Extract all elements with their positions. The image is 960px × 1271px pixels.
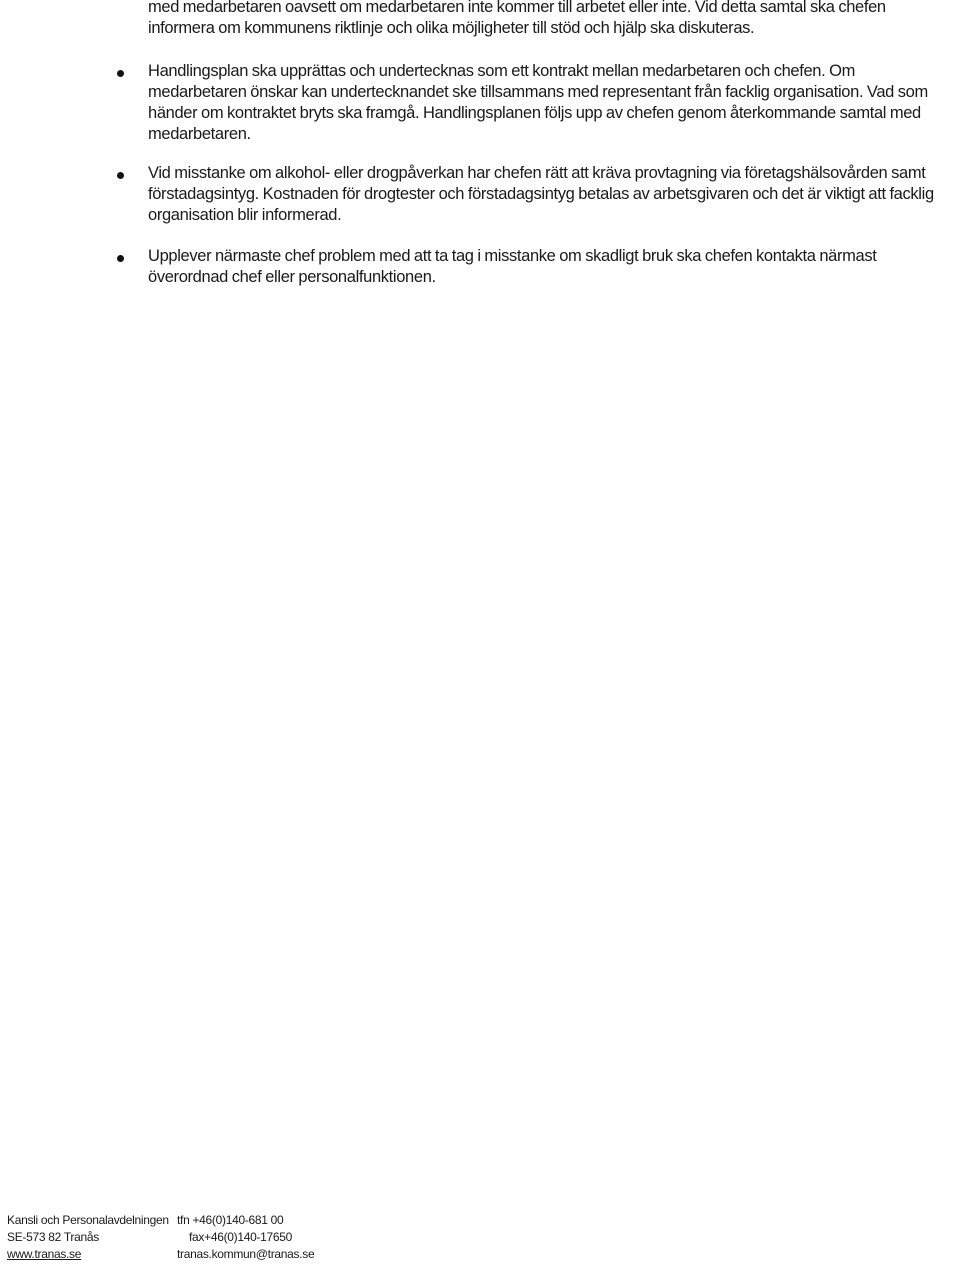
paragraph-continuation: med medarbetaren oavsett om medarbetaren inte kommer till arbetet eller inte. Vid detta samtal ska chefen informera om kommunens riktlinje och olika möjligheter till stöd och hjälp ska diskuteras. [148, 0, 886, 37]
footer-department: Kansli och Personalavdelningen [7, 1213, 169, 1227]
bullet-icon [117, 255, 124, 262]
footer-address [7, 1212, 177, 1263]
footer-website-link[interactable]: www.tranas.se [7, 1247, 82, 1261]
footer-postal-address: SE-573 82 Tranås [7, 1230, 99, 1244]
footer-fax: fax+46(0)140-17650 [189, 1230, 293, 1244]
bullet-icon [117, 172, 124, 179]
bullet-paragraph-misstanke: Vid misstanke om alkohol- eller drogpåverkan har chefen rätt att kräva provtagning via företagshälsovården samt förstadagsintyg. Kostnaden för drogtester och förstadagsintyg betalas av arbetsgivaren och det är viktigt att facklig organisation blir informerad. [148, 164, 934, 224]
bullet-paragraph-handlingsplan: Handlingsplan ska upprättas och undertecknas som ett kontrakt mellan medarbetaren och chefen. Om medarbetaren önskar kan undertecknandet ske tillsammans med representant från facklig organisation. Vad som händer om kontraktet bryts ska framgå. Handlingsplanen följs upp av chefen genom återkommande samtal med medarbetaren. [148, 62, 928, 143]
bullet-icon [117, 70, 124, 77]
footer-phone: tfn +46(0)140-681 00 [177, 1213, 284, 1227]
footer-contact [177, 1212, 377, 1263]
footer-email[interactable]: tranas.kommun@tranas.se [177, 1247, 315, 1261]
bullet-paragraph-narmaste-chef: Upplever närmaste chef problem med att ta tag i misstanke om skadligt bruk ska chefen kontakta närmast överordnad chef eller personalfunktionen. [148, 247, 877, 286]
